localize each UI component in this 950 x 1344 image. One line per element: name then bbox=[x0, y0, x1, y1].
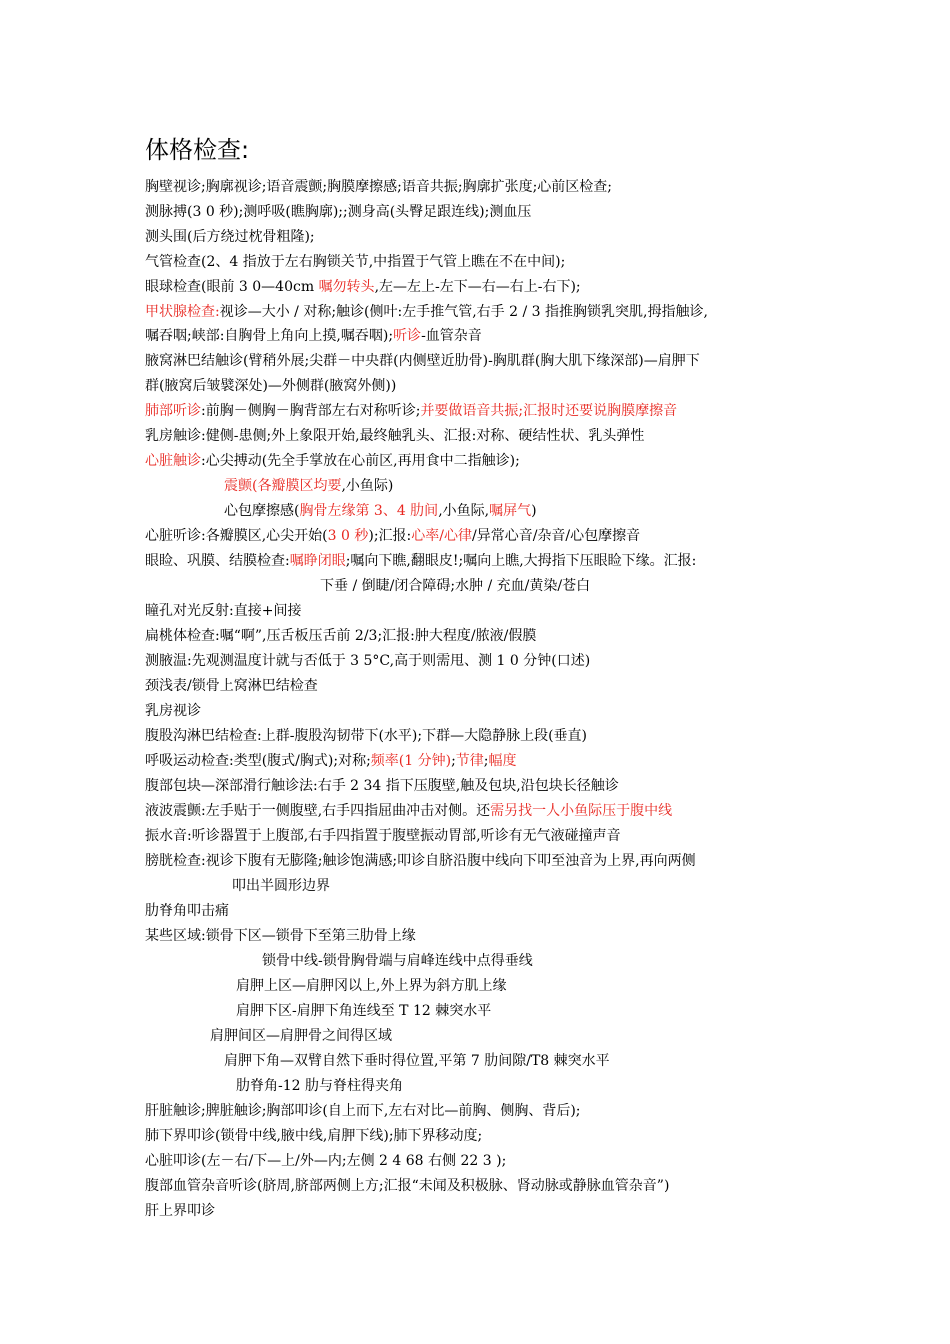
text-segment: 某些区域:锁骨下区—锁骨下至第三肋骨上缘 bbox=[145, 928, 416, 944]
text-line bbox=[232, 876, 330, 896]
text-segment: 扁桃体检查:嘱“啊”,压舌板压舌前 2/3;汇报:肿大程度/脓液/假膜 bbox=[145, 628, 537, 644]
text-segment: 肩胛下角—双臂自然下垂时得位置,平第 7 肋间隙/T8 棘突水平 bbox=[224, 1053, 610, 1069]
text-segment: 肋脊角-12 肋与脊柱得夹角 bbox=[236, 1078, 403, 1094]
text-line bbox=[145, 326, 482, 346]
text-line bbox=[224, 501, 537, 521]
text-segment: -血管杂音 bbox=[421, 328, 482, 344]
text-segment: 腹股沟淋巴结检查:上群-腹股沟韧带下(水平);下群—大隐静脉上段(垂直) bbox=[145, 728, 588, 744]
highlighted-text: 节律 bbox=[455, 753, 484, 769]
highlighted-text: 胸骨左缘第 3、4 肋间 bbox=[299, 503, 439, 519]
highlighted-text: 嘱屏气 bbox=[489, 503, 532, 519]
text-segment: 乳房视诊 bbox=[145, 703, 201, 719]
text-line bbox=[236, 1076, 403, 1096]
text-line bbox=[320, 576, 590, 596]
text-segment: 膀胱检查:视诊下腹有无膨隆;触诊饱满感;叩诊自脐沿腹中线向下叩至浊音为上界,再向两侧 bbox=[145, 853, 696, 869]
text-segment: ;嘱向下瞧,翻眼皮!;嘱向上瞧,大拇指下压眼睑下缘。汇报: bbox=[345, 553, 697, 569]
text-segment: 肺下界叩诊(锁骨中线,腋中线,肩胛下线);肺下界移动度; bbox=[145, 1128, 483, 1144]
text-segment: /异常心音/杂音/心包摩擦音 bbox=[471, 528, 641, 544]
text-segment: ,左—左上-左下—右—右上-右下); bbox=[374, 279, 581, 295]
text-segment: 嘱吞咽;峡部:自胸骨上角向上摸,嘱吞咽); bbox=[145, 328, 394, 344]
text-line bbox=[145, 277, 581, 297]
text-line bbox=[145, 601, 301, 621]
text-line bbox=[145, 376, 396, 396]
text-line bbox=[145, 826, 621, 846]
text-segment: ; bbox=[451, 753, 456, 769]
highlighted-text: 甲状腺检查: bbox=[145, 304, 220, 320]
text-line bbox=[224, 476, 393, 496]
text-segment: ,小鱼际, bbox=[438, 503, 490, 519]
text-line bbox=[145, 701, 201, 721]
text-line bbox=[145, 202, 531, 222]
text-line bbox=[145, 901, 229, 921]
text-line bbox=[210, 1026, 392, 1046]
text-segment: 测头围(后方绕过枕骨粗隆); bbox=[145, 229, 315, 245]
text-line bbox=[224, 1051, 610, 1071]
text-line bbox=[145, 227, 315, 247]
text-line bbox=[145, 1101, 581, 1121]
text-segment: 群(腋窝后皱襞深处)—外侧群(腋窝外侧)) bbox=[145, 378, 397, 394]
text-segment: :心尖搏动(先全手掌放在心前区,再用食中二指触诊); bbox=[201, 453, 520, 469]
text-segment: 眼睑、巩膜、结膜检查: bbox=[145, 553, 290, 569]
highlighted-text: 频率(1 分钟) bbox=[370, 753, 452, 769]
text-line bbox=[236, 976, 506, 996]
text-line bbox=[145, 676, 318, 696]
text-line bbox=[145, 1151, 506, 1171]
text-segment: :前胸－侧胸－胸背部左右对称听诊; bbox=[201, 403, 421, 419]
text-line bbox=[145, 926, 416, 946]
highlighted-text: 嘱勿转头 bbox=[318, 279, 375, 295]
highlighted-text: 幅度 bbox=[488, 753, 517, 769]
text-segment: 肝上界叩诊 bbox=[145, 1203, 215, 1219]
text-line bbox=[145, 626, 536, 646]
text-line bbox=[145, 351, 700, 371]
highlighted-text: 需另找一人小鱼际压于腹中线 bbox=[490, 803, 673, 819]
highlighted-text: 嘱睁闭眼 bbox=[289, 553, 346, 569]
text-line bbox=[145, 1201, 215, 1221]
text-line bbox=[145, 726, 587, 746]
text-segment: 肩胛间区—肩胛骨之间得区域 bbox=[210, 1028, 392, 1044]
text-segment: 乳房触诊:健侧-患侧;外上象限开始,最终触乳头、汇报:对称、硬结性状、乳头弹性 bbox=[145, 428, 645, 444]
text-segment: 胸壁视诊;胸廓视诊;语音震颤;胸膜摩擦感;语音共振;胸廓扩张度;心前区检查; bbox=[145, 179, 613, 195]
text-segment: 心脏叩诊(左－右/下—上/外—内;左侧 2 4 68 右侧 22 3 ); bbox=[145, 1153, 507, 1169]
text-segment: 肝脏触诊;脾脏触诊;胸部叩诊(自上而下,左右对比—前胸、侧胸、背后); bbox=[145, 1103, 581, 1119]
text-segment: 颈浅表/锁骨上窝淋巴结检查 bbox=[145, 678, 318, 694]
text-segment: 气管检查(2、4 指放于左右胸锁关节,中指置于气管上瞧在不在中间); bbox=[145, 254, 566, 270]
text-line bbox=[145, 401, 677, 421]
text-segment: ; bbox=[483, 753, 489, 769]
text-segment: 测脉搏(3 0 秒);测呼吸(瞧胸廓);;测身高(头臀足跟连线);测血压 bbox=[145, 204, 532, 220]
page-title: 体格检查: bbox=[145, 136, 250, 164]
text-line bbox=[145, 776, 619, 796]
text-line bbox=[145, 851, 696, 871]
text-line bbox=[145, 1176, 669, 1196]
text-segment: 腋窝淋巴结触诊(臂稍外展;尖群－中央群(内侧壁近肋骨)-胸肌群(胸大肌下缘深部)—肩胛下 bbox=[145, 353, 700, 369]
text-line bbox=[145, 651, 590, 671]
text-segment: 叩出半圆形边界 bbox=[232, 878, 330, 894]
text-segment: ) bbox=[531, 503, 537, 519]
text-line bbox=[145, 1126, 482, 1146]
highlighted-text: 并要做语音共振;汇报时还要说胸膜摩擦音 bbox=[420, 403, 678, 419]
text-segment: 腹部包块—深部滑行触诊法:右手 2 34 指下压腹壁,触及包块,沿包块长径触诊 bbox=[145, 778, 619, 794]
text-segment: 肋脊角叩击痛 bbox=[145, 903, 229, 919]
text-line bbox=[262, 951, 533, 971]
text-segment: );汇报: bbox=[368, 528, 412, 544]
text-line bbox=[145, 526, 640, 546]
text-segment: 视诊—大小 / 对称;触诊(侧叶:左手推气管,右手 2 / 3 指推胸锁乳突肌,拇指触诊, bbox=[219, 304, 708, 320]
text-line bbox=[145, 801, 672, 821]
text-line bbox=[145, 551, 696, 571]
highlighted-text: 3 0 秒 bbox=[327, 528, 369, 544]
highlighted-text: 心脏触诊 bbox=[145, 453, 201, 469]
text-line bbox=[145, 177, 612, 197]
text-line bbox=[145, 751, 517, 771]
text-line bbox=[145, 451, 520, 471]
text-segment: 液波震颤:左手贴于一侧腹壁,右手四指屈曲冲击对侧。还 bbox=[145, 803, 491, 819]
text-segment: 瞳孔对光反射:直接+间接 bbox=[145, 603, 302, 619]
text-line bbox=[236, 1001, 491, 1021]
text-segment: 眼球检查(眼前 3 0—40cm bbox=[145, 279, 319, 295]
highlighted-text: 肺部听诊 bbox=[145, 403, 201, 419]
highlighted-text: 心率/心律 bbox=[411, 528, 472, 544]
text-line bbox=[145, 426, 644, 446]
text-line bbox=[145, 252, 565, 272]
text-segment: ,小鱼际) bbox=[341, 478, 394, 494]
text-segment: 呼吸运动检查:类型(腹式/胸式);对称; bbox=[145, 753, 371, 769]
text-segment: 锁骨中线-锁骨胸骨端与肩峰连线中点得垂线 bbox=[262, 953, 533, 969]
text-segment: 振水音:听诊器置于上腹部,右手四指置于腹壁振动胃部,听诊有无气液碰撞声音 bbox=[145, 828, 621, 844]
text-segment: 心脏听诊:各瓣膜区,心尖开始( bbox=[145, 528, 328, 544]
text-segment: 肩胛下区-肩胛下角连线至 T 12 棘突水平 bbox=[236, 1003, 492, 1019]
text-segment: 腹部血管杂音听诊(脐周,脐部两侧上方;汇报“未闻及积极脉、肾动脉或静脉血管杂音”) bbox=[145, 1178, 670, 1194]
text-segment: 下垂 / 倒睫/闭合障碍;水肿 / 充血/黄染/苍白 bbox=[320, 578, 591, 594]
text-segment: 肩胛上区—肩胛冈以上,外上界为斜方肌上缘 bbox=[236, 978, 507, 994]
text-line bbox=[145, 302, 708, 322]
highlighted-text: 震颤(各瓣膜区均要 bbox=[224, 478, 342, 494]
text-segment: 心包摩擦感( bbox=[224, 503, 300, 519]
text-segment: 测腋温:先观测温度计就与否低于 3 5°C,高于则需甩、测 1 0 分钟(口述) bbox=[145, 653, 591, 669]
highlighted-text: 听诊 bbox=[393, 328, 422, 344]
